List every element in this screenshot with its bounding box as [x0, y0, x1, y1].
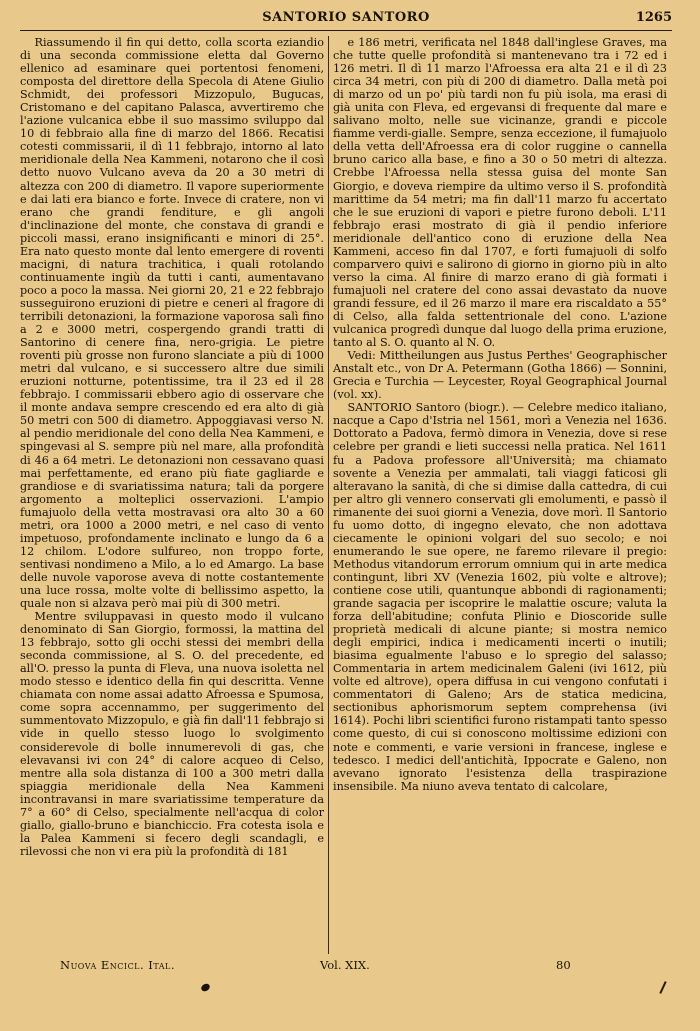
paragraph: e 186 metri, verificata nel 1848 dall'inglese Graves, ma che tutte quelle profondità si mantenevano tra i 72 ed i 126 metri. Il dì 11 marzo l'Afroessa era alta 21 e il dì 23 circa 34 metri, con più di 200 di diametro. Dalla metà poi di marzo od un po' più tardi non fu più isola, ma erasi di già unita con Fleva, ed ergevansi di frequente dal mare e salivano molto, nelle sue vicinanze, grandi e piccole fiamme verdi-gialle. Sempre, senza eccezione, il fumajuolo della vetta dell'Afroessa era di color ruggine o cannella bruno carico alla base, e fino a 30 o 50 metri di altezza. Crebbe l'Afroessa nella stessa guisa del monte San Giorgio, e doveva riempire da ultimo verso il S. profondità marittime da 54 metri; ma fin dall'11 marzo fu accertato che le sue eruzioni di vapori e pietre furono deboli. L'11 febbrajo erasi mostrato di già il pendio inferiore meridionale dell'antico cono di eruzione della Nea Kammeni, acceso fin dal 1707, e forti fumajuoli di solfo comparvero quivi e salirono di giorno in giorno più in alto verso la cima. Al finire di marzo erano di già formati i fumajuoli nel cratere del cono assai devastato da nuove grandi fessure, ed il 26 marzo il mare era riscaldato a 55° di Celso, alla falda settentrionale del cono. L'azione vulcanica progredì dunque dal luogo della prima eruzione, tanto al S. O. quanto al N. O.: [333, 36, 667, 350]
footer-signature: 80: [556, 958, 571, 972]
footer-volume: Vol. XIX.: [320, 958, 370, 972]
column-divider: [328, 36, 329, 954]
header-title: SANTORIO SANTORO: [262, 10, 430, 25]
running-header: [20, 8, 672, 31]
footer-publication: Nuova Encicl. Ital.: [60, 958, 175, 972]
paragraph: Mentre sviluppavasi in questo modo il vulcano denominato di San Giorgio, formossi, la mattina del 13 febbrajo, sotto gli occhi stessi dei membri della seconda commissione, al S. O. del precedente, ed all'O. presso la punta di Fleva, una nuova isoletta nel modo stesso e identico della fin qui descritta. Venne chiamata con nome assai adatto Afroessa e Spumosa, come sopra accennammo, per suggerimento del summentovato Mizzopulo, e già fin dall'11 febbrajo si vide in quello stesso luogo lo svolgimento considerevole di bolle innumerevoli di gas, che elevavansi ivi con 24° di calore acqueo di Celso, mentre alla sola distanza di 100 a 300 metri dalla spiaggia meridionale della Nea Kammeni incontravansi in mare svariatissime temperature da 7° a 60° di Celso, specialmente nell'acqua di color giallo, giallo-bruno e bianchiccio. Fra cotesta isola e la Palea Kammeni si fecero degli scandagli, e rilevossi che non vi era più la profondità di 181: [20, 610, 324, 858]
right-column: [333, 36, 667, 954]
page-number: 1265: [635, 10, 672, 25]
paragraph: Riassumendo il fin qui detto, colla scorta eziandio di una seconda commissione eletta dal Governo ellenico ad esaminare quei portentosi fenomeni, composta del direttore della Specola di Atene Giulio Schmidt, dei professori Mizzopulo, Bugucas, Cristomano e del capitano Palasca, avvertiremo che l'azione vulcanica ebbe il suo massimo sviluppo dal 10 di febbraio alla fine di marzo del 1866. Recatisi cotesti commissarii, il dì 11 febbrajo, intorno al lato meridionale della Nea Kammeni, notarono che il così detto nuovo Vulcano aveva da 20 a 30 metri di altezza con 200 di diametro. Il vapore superiormente e dai lati era bianco e forte. Invece di cratere, non vi erano che grandi fenditure, e gli angoli d'inclinazione del monte, che constava di grandi e piccoli massi, erano insignificanti e minori di 25°. Era nato questo monte dal lento emergere di roventi macigni, di natura trachitica, i quali rotolando continuamente ingiù da tutti i canti, aumentavano poco a poco la massa. Nei giorni 20, 21 e 22 febbrajo susseguirono eruzioni di pietre e ceneri al fragore di terribili detonazioni, la formazione vaporosa salì fino a 2 e 3000 metri, cospergendo grandi tratti di Santorino di cenere fina, nero-grigia. Le pietre roventi più grosse non furono slanciate a più di 1000 metri dal vulcano, e si successero altre due simili eruzioni notturne, potentissime, tra il 23 ed il 28 febbrajo. I commissarii ebbero agio di osservare che il monte andava sempre crescendo ed era alto di già 50 metri con 500 di diametro. Appoggiavasi verso N. al pendio meridionale del cono della Nea Kammeni, e spingevasi al S. sempre più nel mare, alla profondità di 46 a 64 metri. Le detonazioni non cessavano quasi mai perfettamente, ed erano più fiate gagliarde e grandiose e di svariatissima natura; tali da porgere argomento a molteplici osservazioni. L'ampio fumajuolo della vetta mostravasi ora alto 30 a 60 metri, ora 1000 a 2000 metri, e nel caso di vento impetuoso, profondamente inclinato e lungo da 6 a 12 chilom. L'odore sulfureo, non troppo forte, sentivasi nondimeno a Milo, a lo ed Amargo. La base delle nuvole vaporose aveva di notte costantemente una luce rossa, molte volte di bellissimo aspetto, la quale non si alzava però mai più di 300 metri.: [20, 36, 324, 611]
left-column: [20, 36, 324, 954]
ink-stroke: [659, 981, 666, 994]
ink-spot: [200, 982, 211, 993]
paragraph: SANTORIO Santoro (biogr.). — Celebre medico italiano, nacque a Capo d'Istria nel 1561, morì a Venezia nel 1636. Dottorato a Padova, fermò dimora in Venezia, dove si rese celebre per grandi e lieti successi nella pratica. Nel 1611 fu a Padova professore all'Università; ma chiamato sovente a Venezia per ammalati, tali viaggi faticosi gli alteravano la sanità, di che si dimise dalla cattedra, di cui per altro gli vennero conservati gli emolumenti, e passò il rimanente dei suoi giorni a Venezia, dove morì. Il Santorio fu uomo dotto, di ingegno elevato, che non adottava ciecamente le opinioni volgari del suo secolo; e noi enumerando le sue opere, ne faremo rilevare il pregio: Methodus vitandorum errorum omnium qui in arte medica contingunt, libri XV (Venezia 1602, più volte e altrove); contiene cose utili, quantunque abbondi di ragionamenti; grande sagacia per iscoprire le malattie oscure; valuta la forza dell'abitudine; confuta Plinio e Dioscoride sulle proprietà medicali di alcune piante; si mostra nemico degli empirici, indica i medicamenti incerti o inutili; biasima egualmente l'abuso e lo spregio del salasso; Commentaria in artem medicinalem Galeni (ivi 1612, più volte ed altrove), opera diffusa in cui vengono confutati i commentatori di Galeno; Ars de statica medicina, sectionibus aphorismorum septem comprehensa (ivi 1614). Pochi libri scientifici furono ristampati tanto spesso come questo, di cui si conoscono moltissime edizioni con note e commenti, e varie versioni in francese, inglese e tedesco. I medici dell'antichità, Ippocrate e Galeno, non avevano ignorato l'esistenza della traspirazione insensibile. Ma niuno aveva tentato di calcolare,: [333, 401, 667, 793]
paragraph: Vedi: Mittheilungen aus Justus Perthes' Geographischer Anstalt etc., von Dr A. Petermann (Gotha 1866) — Sonnini, Grecia e Turchia — Leycester, Royal Geographical Journal (vol. xx).: [333, 349, 667, 402]
page-footer: [20, 958, 672, 976]
